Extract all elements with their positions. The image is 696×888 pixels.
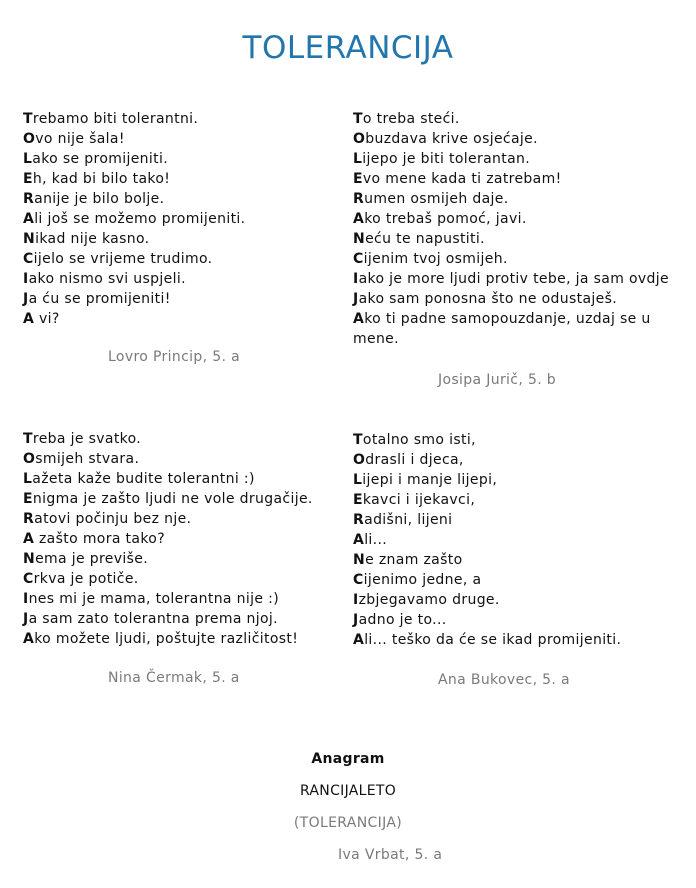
acrostic-letter: L [23, 151, 33, 167]
poem-line [353, 570, 675, 590]
poem-line [23, 209, 343, 229]
poem-line [353, 249, 675, 269]
line-text: ema je previše. [35, 551, 149, 567]
poem-line [23, 429, 343, 449]
line-text: ikad nije kasno. [35, 231, 150, 247]
line-text: vi? [34, 311, 60, 327]
poem-line [23, 249, 343, 269]
poem-line [353, 309, 675, 349]
line-text: ijenim tvoj osmijeh. [363, 251, 508, 267]
line-text: ažeta kaže budite tolerantni :) [32, 471, 255, 487]
acrostic-letter: C [23, 251, 34, 267]
acrostic-letter: C [23, 571, 34, 587]
line-text: umen osmijeh daje. [364, 191, 509, 207]
line-text: zbjegavamo druge. [358, 592, 500, 608]
line-text: ako nismo svi uspjeli. [28, 271, 186, 287]
acrostic-letter: R [353, 191, 365, 207]
poem-line [23, 149, 343, 169]
line-text: kavci i ijekavci, [362, 492, 476, 508]
line-text: zašto mora tako? [34, 531, 165, 547]
line-text: li... [364, 532, 388, 548]
poem-nina-cermak [23, 429, 343, 649]
poem-line [23, 229, 343, 249]
line-text: atovi počinju bez nje. [34, 511, 192, 527]
poem-line [353, 189, 675, 209]
line-text: e znam zašto [365, 552, 463, 568]
acrostic-letter: J [23, 291, 29, 307]
line-text: smijeh stvara. [35, 451, 140, 467]
poem-author: Josipa Jurič, 5. b [438, 372, 557, 388]
line-text: eću te napustiti. [365, 231, 485, 247]
poem-line [353, 530, 675, 550]
acrostic-letter: R [353, 512, 365, 528]
acrostic-letter: R [23, 511, 35, 527]
poem-line [23, 189, 343, 209]
acrostic-letter: I [23, 591, 29, 607]
acrostic-letter: I [353, 592, 359, 608]
acrostic-letter: T [353, 111, 363, 127]
line-text: adišni, lijeni [364, 512, 453, 528]
poem-line [23, 449, 343, 469]
acrostic-letter: A [23, 531, 35, 547]
poem-line [23, 529, 343, 549]
acrostic-letter: E [353, 171, 363, 187]
acrostic-letter: R [23, 191, 35, 207]
poem-line [23, 289, 343, 309]
poem-line [23, 129, 343, 149]
line-text: otalno smo isti, [362, 432, 476, 448]
line-text: rkva je potiče. [33, 571, 139, 587]
acrostic-letter: C [353, 572, 364, 588]
acrostic-letter: L [353, 151, 363, 167]
acrostic-letter: E [23, 491, 33, 507]
poem-author: Nina Čermak, 5. a [108, 670, 240, 686]
line-text: ijenimo jedne, a [363, 572, 482, 588]
poem-lovro-princip [23, 109, 343, 329]
page-title: TOLERANCIJA [242, 30, 454, 66]
acrostic-letter: J [23, 611, 29, 627]
line-text: ako se promijeniti. [32, 151, 169, 167]
line-text: ko ti padne samopouzdanje, uzdaj se u mene. [353, 311, 651, 347]
poem-josipa-juric [353, 109, 675, 349]
poem-line [23, 549, 343, 569]
line-text: a ću se promijeniti! [28, 291, 171, 307]
line-text: ko trebaš pomoć, javi. [364, 211, 527, 227]
acrostic-letter: N [353, 552, 366, 568]
anagram-author: Iva Vrbat, 5. a [338, 847, 443, 863]
poem-line [23, 569, 343, 589]
acrostic-letter: J [353, 291, 359, 307]
poem-line [353, 289, 675, 309]
acrostic-letter: O [23, 131, 36, 147]
line-text: vo mene kada ti zatrebam! [362, 171, 562, 187]
poem-line [23, 609, 343, 629]
anagram-solution: (TOLERANCIJA) [293, 815, 403, 831]
poem-line [23, 469, 343, 489]
acrostic-letter: A [353, 211, 365, 227]
poem-line [353, 590, 675, 610]
poem-line [23, 509, 343, 529]
line-text: li još se možemo promijeniti. [34, 211, 246, 227]
acrostic-letter: J [353, 612, 359, 628]
acrostic-letter: L [23, 471, 33, 487]
acrostic-letter: N [23, 231, 36, 247]
poem-line [23, 629, 343, 649]
line-text: ijepi i manje lijepi, [362, 472, 498, 488]
acrostic-letter: E [23, 171, 33, 187]
acrostic-letter: T [23, 111, 33, 127]
line-text: adno je to... [358, 612, 447, 628]
line-text: ako je more ljudi protiv tebe, ja sam ovdje [358, 271, 669, 287]
line-text: ako sam ponosna što ne odustaješ. [358, 291, 618, 307]
acrostic-letter: A [23, 311, 35, 327]
line-text: nigma je zašto ljudi ne vole drugačije. [32, 491, 313, 507]
line-text: o treba steći. [362, 111, 460, 127]
poem-line [23, 109, 343, 129]
poem-author: Ana Bukovec, 5. a [438, 672, 570, 688]
poem-line [353, 209, 675, 229]
line-text: anije je bilo bolje. [34, 191, 165, 207]
poem-line [353, 109, 675, 129]
acrostic-letter: T [23, 431, 33, 447]
line-text: h, kad bi bilo tako! [32, 171, 171, 187]
acrostic-letter: I [353, 271, 359, 287]
poem-line [353, 550, 675, 570]
poem-line [353, 169, 675, 189]
acrostic-letter: E [353, 492, 363, 508]
line-text: rebamo biti tolerantni. [32, 111, 199, 127]
line-text: ijelo se vrijeme trudimo. [33, 251, 213, 267]
line-text: reba je svatko. [32, 431, 142, 447]
acrostic-letter: O [353, 452, 366, 468]
poem-line [353, 129, 675, 149]
poem-line [353, 510, 675, 530]
line-text: nes mi je mama, tolerantna nije :) [28, 591, 280, 607]
acrostic-letter: N [23, 551, 36, 567]
poem-line [353, 630, 675, 650]
poem-line [353, 470, 675, 490]
poem-line [353, 229, 675, 249]
acrostic-letter: L [353, 472, 363, 488]
line-text: vo nije šala! [35, 131, 125, 147]
poem-line [23, 589, 343, 609]
poem-line [23, 489, 343, 509]
poem-author: Lovro Princip, 5. a [108, 349, 240, 365]
poem-line [353, 269, 675, 289]
acrostic-letter: A [353, 311, 365, 327]
poem-line [353, 490, 675, 510]
line-text: ko možete ljudi, poštujte različitost! [34, 631, 299, 647]
line-text: li... teško da će se ikad promijeniti. [364, 632, 622, 648]
acrostic-letter: A [353, 632, 365, 648]
line-text: buzdava krive osjećaje. [365, 131, 538, 147]
poem-line [23, 169, 343, 189]
acrostic-letter: A [23, 211, 35, 227]
line-text: a sam zato tolerantna prema njoj. [28, 611, 278, 627]
anagram-word: RANCIJALETO [299, 783, 397, 799]
poem-line [353, 610, 675, 630]
line-text: ijepo je biti tolerantan. [362, 151, 531, 167]
poem-ana-bukovec [353, 430, 675, 650]
anagram-heading: Anagram [311, 751, 385, 767]
acrostic-letter: O [23, 451, 36, 467]
poem-line [353, 149, 675, 169]
acrostic-letter: I [23, 271, 29, 287]
line-text: drasli i djeca, [365, 452, 464, 468]
acrostic-letter: A [23, 631, 35, 647]
acrostic-letter: T [353, 432, 363, 448]
acrostic-letter: O [353, 131, 366, 147]
poem-line [353, 430, 675, 450]
acrostic-letter: N [353, 231, 366, 247]
poem-line [353, 450, 675, 470]
acrostic-letter: C [353, 251, 364, 267]
poem-line [23, 309, 343, 329]
acrostic-letter: A [353, 532, 365, 548]
poem-line [23, 269, 343, 289]
